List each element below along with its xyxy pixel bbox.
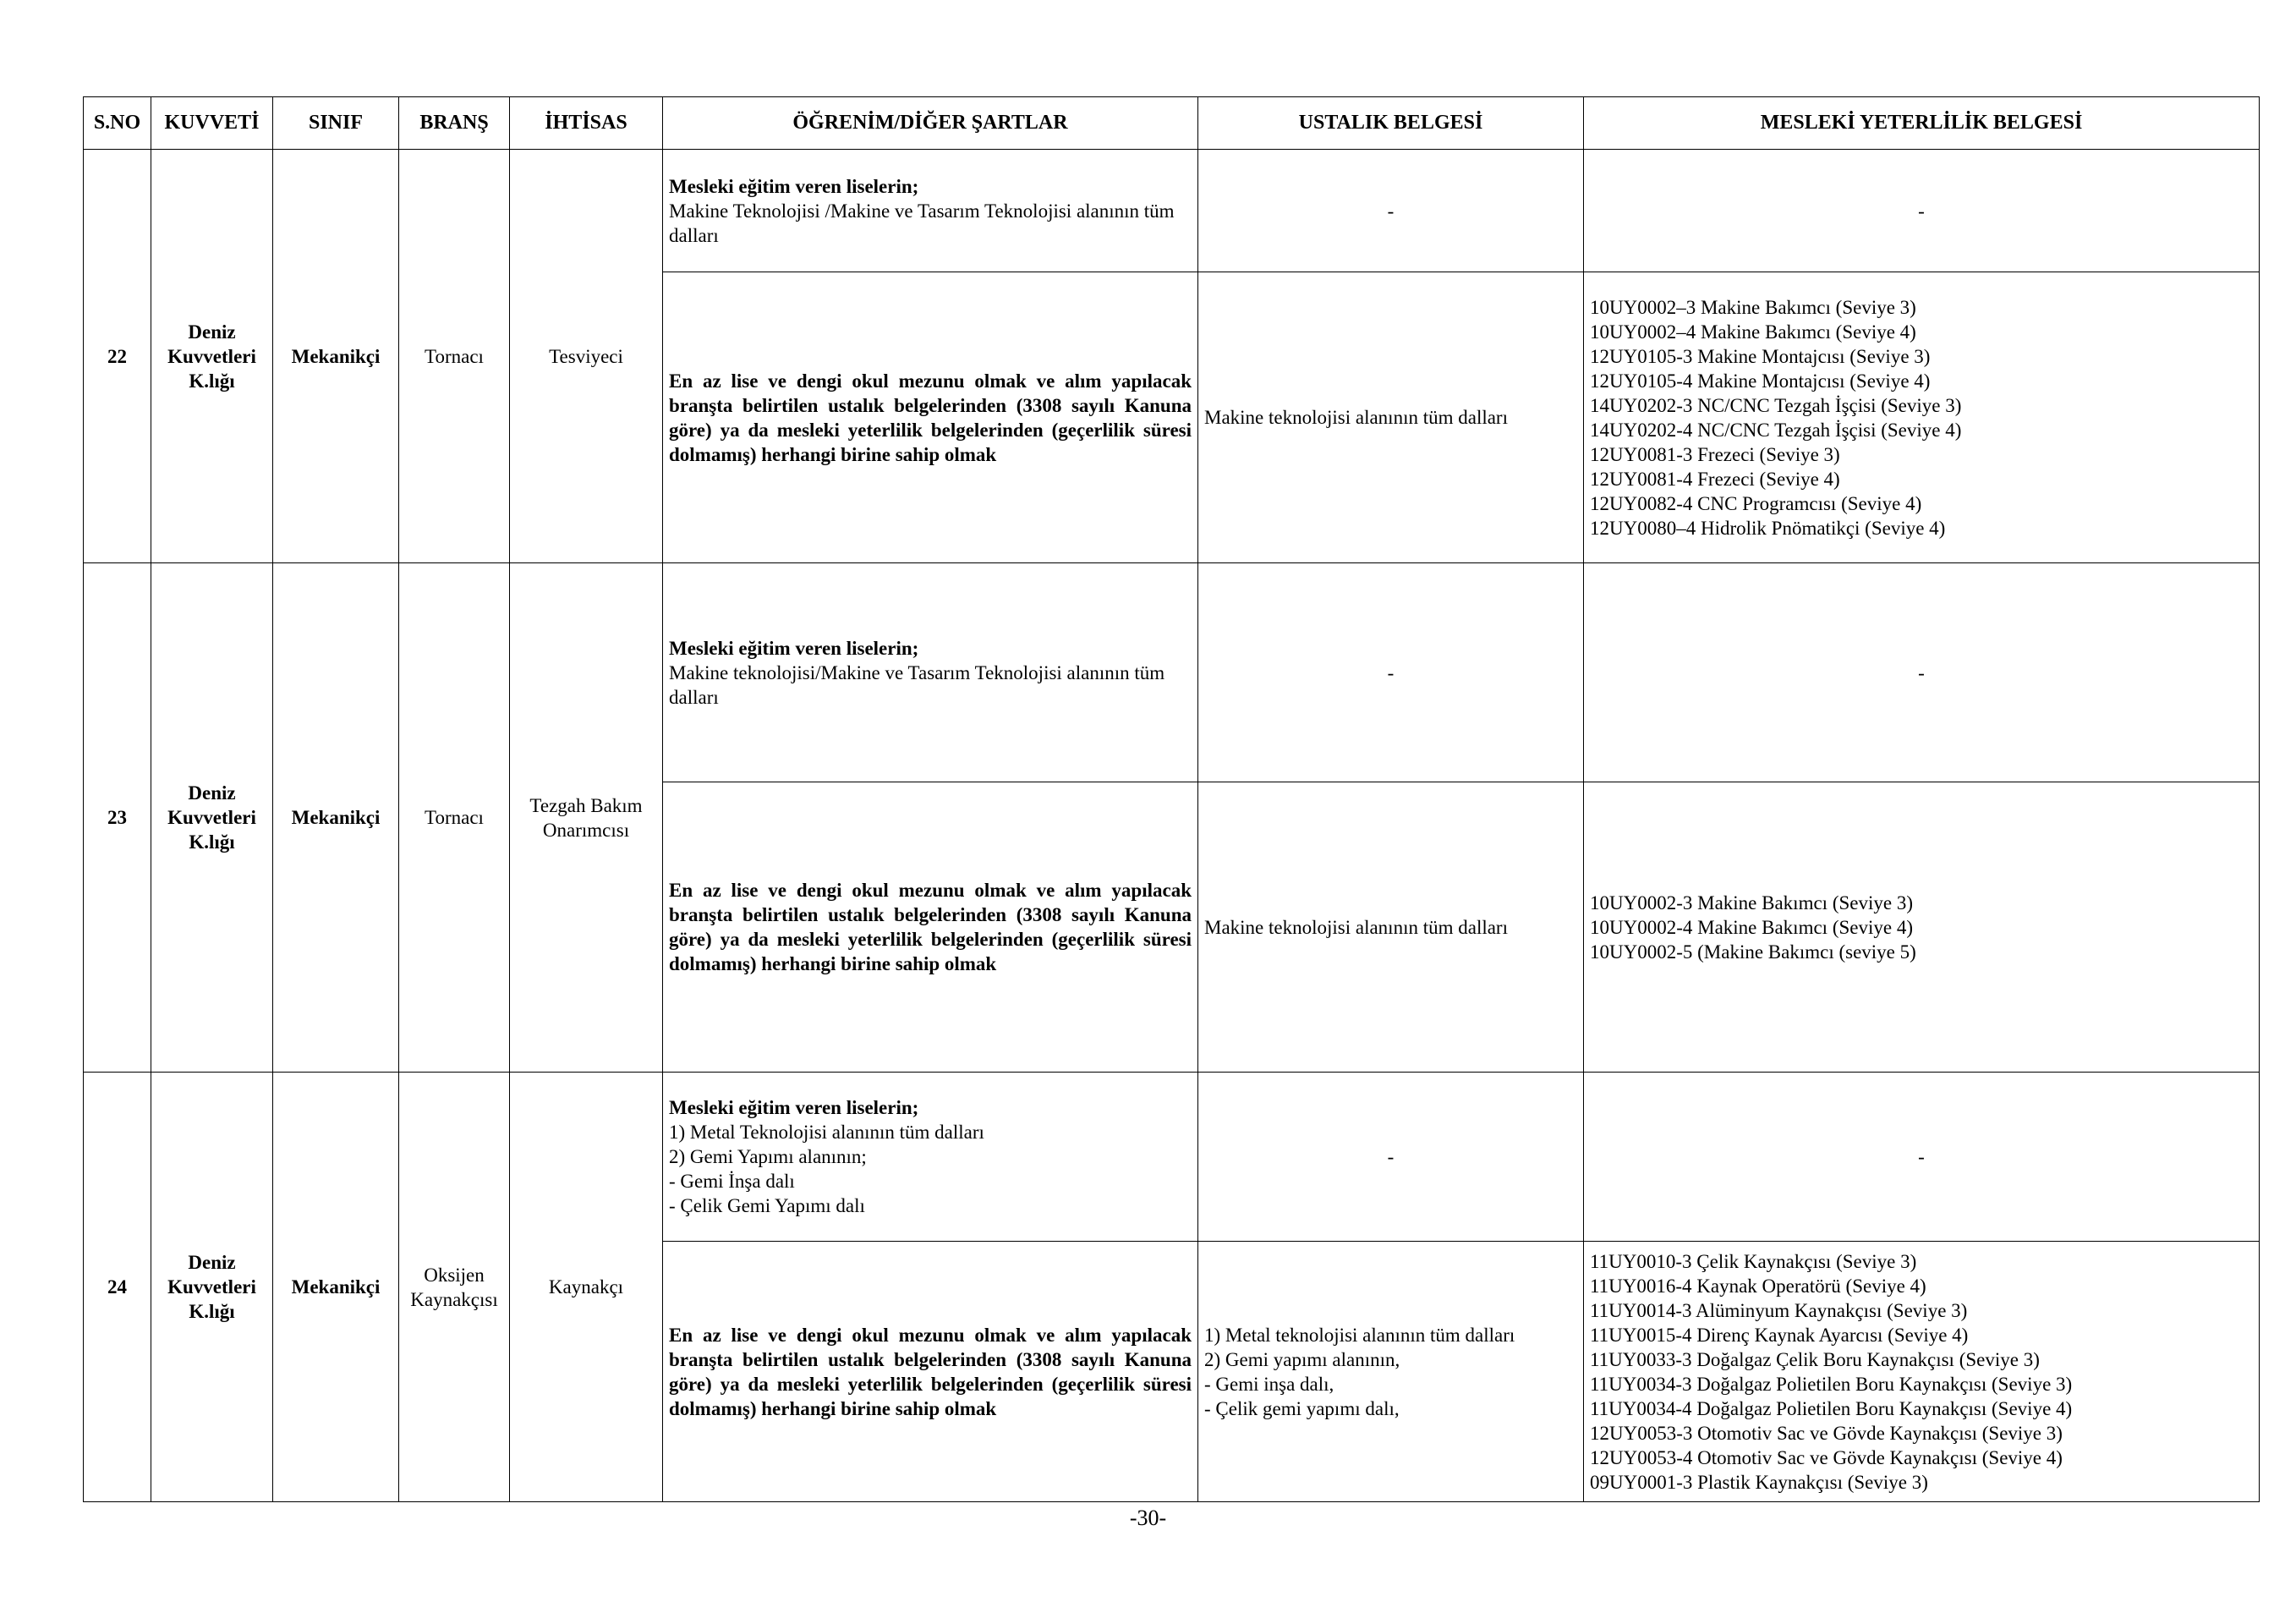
cell-myb <box>1584 272 2260 563</box>
cell-sinif: Mekanikçi <box>273 150 399 563</box>
header-brans: BRANŞ <box>399 97 510 150</box>
myb-item: 12UY0081-3 Frezeci (Seviye 3) <box>1590 443 1840 465</box>
cell-sinif: Mekanikçi <box>273 563 399 1073</box>
myb-item: 11UY0015-4 Direnç Kaynak Ayarcısı (Seviye 4) <box>1590 1324 1969 1346</box>
myb-item: 12UY0053-4 Otomotiv Sac ve Gövde Kaynakçısı (Seviye 4) <box>1590 1446 2063 1468</box>
cell-kuvvet: Deniz Kuvvetleri K.lığı <box>151 563 273 1073</box>
ogrenim-line: Makine Teknolojisi /Makine ve Tasarım Teknolojisi alanının tüm dalları <box>669 200 1175 246</box>
ustalik-item: - Gemi inşa dalı, <box>1204 1373 1334 1395</box>
myb-item: 10UY0002–4 Makine Bakımcı (Seviye 4) <box>1590 321 1916 343</box>
header-sno: S.NO <box>84 97 151 150</box>
cell-myb <box>1584 1242 2260 1502</box>
myb-item: 11UY0016-4 Kaynak Operatörü (Seviye 4) <box>1590 1275 1926 1297</box>
table-row <box>84 563 2260 782</box>
myb-item: 12UY0105-4 Makine Montajcısı (Seviye 4) <box>1590 370 1931 392</box>
myb-item: 12UY0080–4 Hidrolik Pnömatikçi (Seviye 4) <box>1590 517 1946 539</box>
cell-ustalik: Makine teknolojisi alanının tüm dalları <box>1198 782 1584 1073</box>
myb-item: 11UY0034-3 Doğalgaz Polietilen Boru Kaynakçısı (Seviye 3) <box>1590 1373 2073 1395</box>
cell-ogrenim: En az lise ve dengi okul mezunu olmak ve alım yapılacak branşta belirtilen ustalık belgelerinden (3308 sayılı Kanuna göre) ya da mesleki yeterlilik belgelerinden (geçerlilik süresi dolmamış) herhangi birine sahip olmak <box>663 782 1198 1073</box>
header-row <box>84 97 2260 150</box>
cell-brans: Tornacı <box>399 563 510 1073</box>
cell-sno: 22 <box>84 150 151 563</box>
cell-ogrenim <box>663 563 1198 782</box>
cell-brans: Tornacı <box>399 150 510 563</box>
cell-ustalik: - <box>1198 563 1584 782</box>
ustalik-item: 1) Metal teknolojisi alanının tüm dalları <box>1204 1324 1515 1346</box>
table-row <box>84 1073 2260 1242</box>
ogrenim-line: - Gemi İnşa dalı <box>669 1171 795 1192</box>
cell-sno: 24 <box>84 1073 151 1502</box>
ustalik-item: 2) Gemi yapımı alanının, <box>1204 1348 1400 1370</box>
myb-item: 14UY0202-3 NC/CNC Tezgah İşçisi (Seviye 3) <box>1590 394 1962 416</box>
cell-ustalik: - <box>1198 150 1584 272</box>
cell-ustalik: Makine teknolojisi alanının tüm dalları <box>1198 272 1584 563</box>
myb-item: 10UY0002-3 Makine Bakımcı (Seviye 3) <box>1590 892 1913 914</box>
myb-item: 10UY0002–3 Makine Bakımcı (Seviye 3) <box>1590 296 1916 318</box>
header-ustalik: USTALIK BELGESİ <box>1198 97 1584 150</box>
cell-ogrenim: En az lise ve dengi okul mezunu olmak ve alım yapılacak branşta belirtilen ustalık belgelerinden (3308 sayılı Kanuna göre) ya da mesleki yeterlilik belgelerinden (geçerlilik süresi dolmamış) herhangi birine sahip olmak <box>663 1242 1198 1502</box>
ogrenim-line: Makine teknolojisi/Makine ve Tasarım Teknolojisi alanının tüm dalları <box>669 661 1165 708</box>
myb-item: 11UY0034-4 Doğalgaz Polietilen Boru Kaynakçısı (Seviye 4) <box>1590 1397 2073 1419</box>
cell-brans: Oksijen Kaynakçısı <box>399 1073 510 1502</box>
page-number: -30- <box>1129 1506 1167 1530</box>
header-ogrenim: ÖĞRENİM/DİĞER ŞARTLAR <box>663 97 1198 150</box>
ogrenim-title: Mesleki eğitim veren liselerin; <box>669 1097 919 1118</box>
cell-kuvvet: Deniz Kuvvetleri K.lığı <box>151 150 273 563</box>
myb-item: 12UY0105-3 Makine Montajcısı (Seviye 3) <box>1590 345 1931 367</box>
cell-ogrenim <box>663 1073 1198 1242</box>
ogrenim-title: Mesleki eğitim veren liselerin; <box>669 637 919 659</box>
cell-sno: 23 <box>84 563 151 1073</box>
header-kuvvet: KUVVETİ <box>151 97 273 150</box>
myb-item: 11UY0033-3 Doğalgaz Çelik Boru Kaynakçısı (Seviye 3) <box>1590 1348 2040 1370</box>
ogrenim-title: Mesleki eğitim veren liselerin; <box>669 175 919 197</box>
cell-ihtisas: Kaynakçı <box>510 1073 663 1502</box>
cell-ogrenim: En az lise ve dengi okul mezunu olmak ve alım yapılacak branşta belirtilen ustalık belgelerinden (3308 sayılı Kanuna göre) ya da mesleki yeterlilik belgelerinden (geçerlilik süresi dolmamış) herhangi birine sahip olmak <box>663 272 1198 563</box>
requirements-table <box>83 96 2260 1502</box>
cell-kuvvet: Deniz Kuvvetleri K.lığı <box>151 1073 273 1502</box>
cell-ihtisas: Tesviyeci <box>510 150 663 563</box>
ogrenim-line: 2) Gemi Yapımı alanının; <box>669 1146 867 1167</box>
myb-item: 12UY0082-4 CNC Programcısı (Seviye 4) <box>1590 492 1922 514</box>
myb-item: 10UY0002-5 (Makine Bakımcı (seviye 5) <box>1590 941 1916 963</box>
cell-myb: - <box>1584 1073 2260 1242</box>
myb-item: 12UY0081-4 Frezeci (Seviye 4) <box>1590 468 1840 490</box>
table-row <box>84 150 2260 272</box>
cell-ustalik: - <box>1198 1073 1584 1242</box>
myb-item: 11UY0010-3 Çelik Kaynakçısı (Seviye 3) <box>1590 1250 1917 1272</box>
cell-sinif: Mekanikçi <box>273 1073 399 1502</box>
myb-item: 09UY0001-3 Plastik Kaynakçısı (Seviye 3) <box>1590 1471 1928 1493</box>
myb-item: 10UY0002-4 Makine Bakımcı (Seviye 4) <box>1590 916 1913 938</box>
header-sinif: SINIF <box>273 97 399 150</box>
header-ihtisas: İHTİSAS <box>510 97 663 150</box>
myb-item: 12UY0053-3 Otomotiv Sac ve Gövde Kaynakçısı (Seviye 3) <box>1590 1422 2063 1444</box>
cell-ihtisas: Tezgah Bakım Onarımcısı <box>510 563 663 1073</box>
myb-item: 14UY0202-4 NC/CNC Tezgah İşçisi (Seviye 4) <box>1590 419 1962 441</box>
cell-ustalik <box>1198 1242 1584 1502</box>
ogrenim-line: - Çelik Gemi Yapımı dalı <box>669 1195 865 1216</box>
cell-myb: - <box>1584 150 2260 272</box>
header-myb: MESLEKİ YETERLİLİK BELGESİ <box>1584 97 2260 150</box>
cell-myb <box>1584 782 2260 1073</box>
ustalik-item: - Çelik gemi yapımı dalı, <box>1204 1397 1400 1419</box>
ogrenim-line: 1) Metal Teknolojisi alanının tüm dalları <box>669 1122 984 1143</box>
myb-item: 11UY0014-3 Alüminyum Kaynakçısı (Seviye 3) <box>1590 1299 1968 1321</box>
cell-ogrenim <box>663 150 1198 272</box>
cell-myb: - <box>1584 563 2260 782</box>
